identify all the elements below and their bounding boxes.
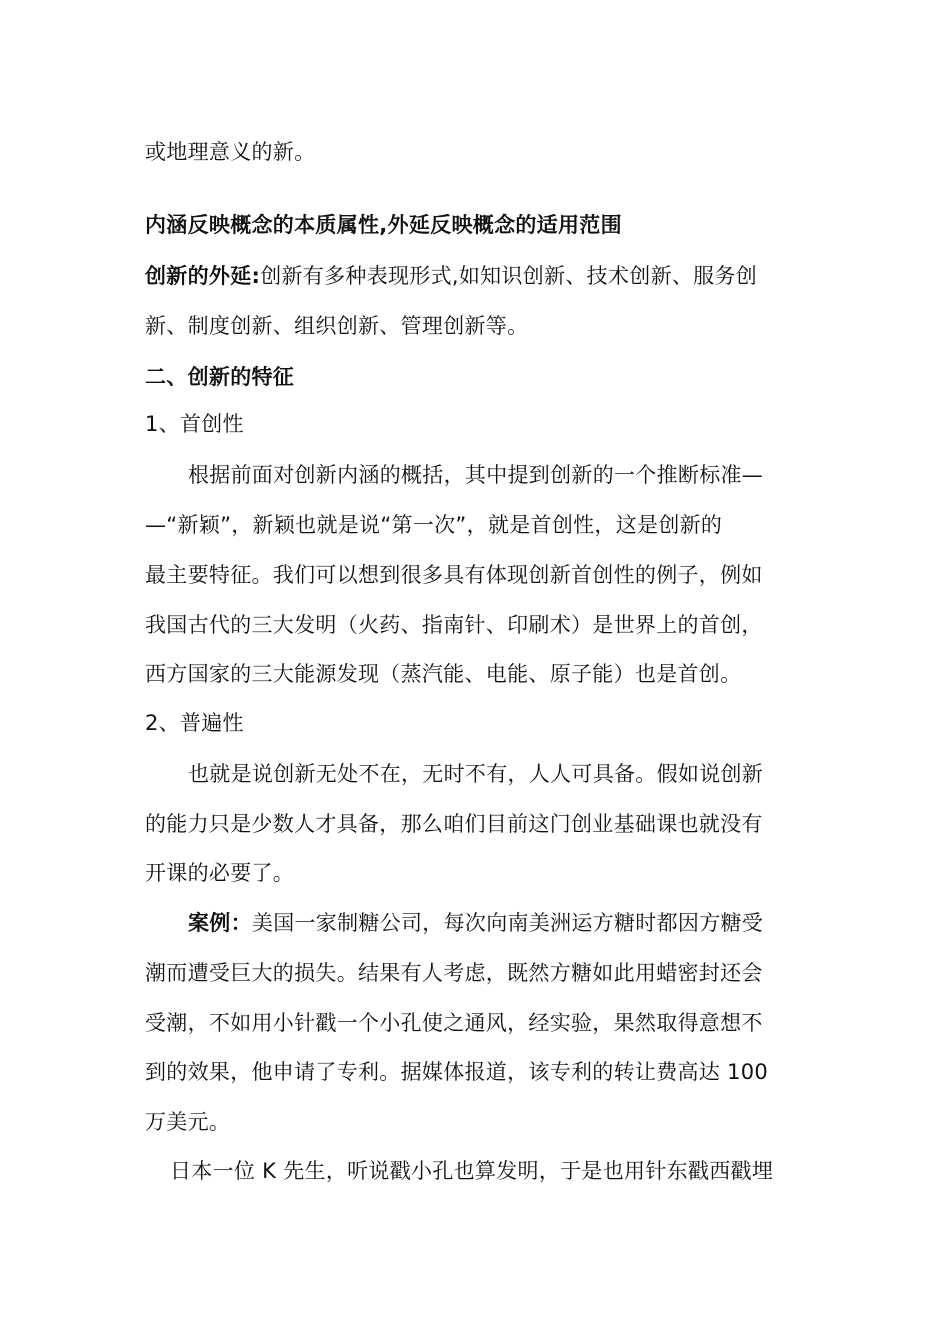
- term-label: 创新的外延:: [145, 264, 261, 288]
- case-text: 美国一家制糖公司，每次向南美洲运方糖时都因方糖受: [251, 911, 764, 935]
- paragraph-line: 根据前面对创新内涵的概括，其中提到创新的一个推断标准—: [188, 463, 764, 487]
- term-text: 创新有多种表现形式,如知识创新、技术创新、服务创: [260, 264, 758, 288]
- paragraph-line: 万美元。: [145, 1110, 231, 1134]
- subsection-heading: 2、普遍性: [145, 711, 244, 735]
- paragraph-line: 也就是说创新无处不在，无时不有，人人可具备。假如说创新: [188, 762, 764, 786]
- paragraph-line: 我国古代的三大发明（火药、指南针、印刷术）是世界上的首创，: [145, 613, 763, 637]
- paragraph-line: 的能力只是少数人才具备，那么咱们目前这门创业基础课也就没有: [145, 812, 763, 836]
- subsection-heading: 1、首创性: [145, 412, 244, 436]
- paragraph-line: 开课的必要了。: [145, 861, 295, 885]
- paragraph-line: [145, 261, 757, 291]
- section-heading: 二、创新的特征: [145, 365, 295, 389]
- paragraph-line: 到的效果，他申请了专利。据媒体报道，该专利的转让费高达 100: [145, 1060, 769, 1084]
- paragraph-line: 或地理意义的新。: [145, 140, 316, 164]
- paragraph-line: 日本一位 K 先生，听说戳小孔也算发明，于是也用针东戳西戳埋: [170, 1159, 774, 1183]
- paragraph-line: 受潮，不如用小针戳一个小孔使之通风，经实验，果然取得意想不: [145, 1011, 763, 1035]
- paragraph-line: [188, 908, 763, 938]
- paragraph-line: —“新颖”，新颖也就是说“第一次”，就是首创性，这是创新的: [145, 513, 723, 537]
- section-note: 内涵反映概念的本质属性,外延反映概念的适用范围: [145, 213, 622, 237]
- paragraph-line: 新、制度创新、组织创新、管理创新等。: [145, 314, 529, 338]
- case-label: 案例：: [188, 911, 252, 935]
- paragraph-line: 潮而遭受巨大的损失。结果有人考虑，既然方糖如此用蜡密封还会: [145, 961, 763, 985]
- paragraph-line: 西方国家的三大能源发现（蒸汽能、电能、原子能）也是首创。: [145, 662, 742, 686]
- paragraph-line: 最主要特征。我们可以想到很多具有体现创新首创性的例子，例如: [145, 563, 763, 587]
